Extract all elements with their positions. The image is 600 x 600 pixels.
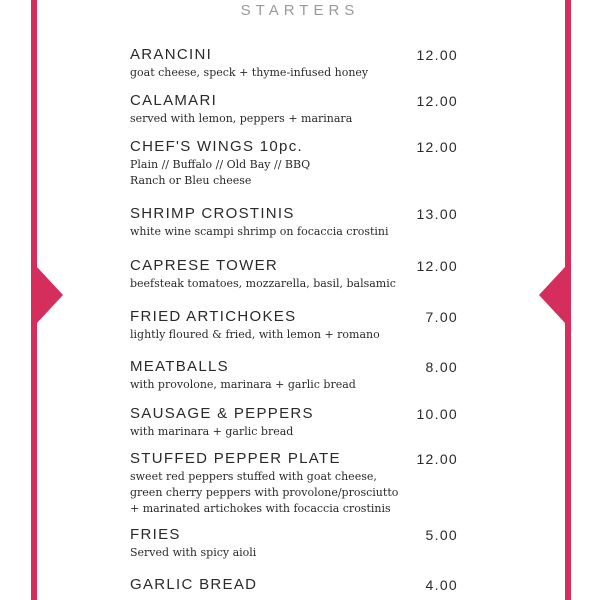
item-name: GARLIC BREAD bbox=[130, 576, 258, 593]
item-price: 12.00 bbox=[416, 139, 458, 155]
menu-item bbox=[130, 257, 462, 292]
item-name: CHEF'S WINGS 10pc. bbox=[130, 138, 303, 155]
menu-item bbox=[130, 46, 462, 81]
item-price: 12.00 bbox=[416, 258, 458, 274]
item-name: ARANCINI bbox=[130, 46, 213, 63]
menu-item bbox=[130, 358, 462, 393]
item-name: CALAMARI bbox=[130, 92, 218, 109]
item-description-line: green cherry peppers with provolone/prosciutto bbox=[130, 486, 399, 499]
menu-item bbox=[130, 405, 462, 440]
item-description bbox=[130, 224, 462, 240]
item-description-line: white wine scampi shrimp on focaccia crostini bbox=[130, 225, 389, 238]
menu-item bbox=[130, 138, 462, 189]
menu-item bbox=[130, 92, 462, 127]
item-price: 12.00 bbox=[416, 93, 458, 109]
item-description bbox=[130, 545, 462, 561]
item-description bbox=[130, 276, 462, 292]
item-description-line: Ranch or Bleu cheese bbox=[130, 174, 252, 187]
item-description bbox=[130, 327, 462, 343]
section-title: STARTERS bbox=[240, 2, 360, 19]
item-price: 7.00 bbox=[425, 309, 458, 325]
item-price: 12.00 bbox=[416, 451, 458, 467]
item-description-line: lightly floured & fried, with lemon + romano bbox=[130, 328, 380, 341]
item-description-line: sweet red peppers stuffed with goat cheese, bbox=[130, 470, 377, 483]
item-description bbox=[130, 424, 462, 440]
item-description-line: Served with spicy aioli bbox=[130, 546, 257, 559]
item-description-line: with provolone, marinara + garlic bread bbox=[130, 378, 356, 391]
item-description-line: goat cheese, speck + thyme-infused honey bbox=[130, 66, 369, 79]
item-description bbox=[130, 65, 462, 81]
right-triangle-ornament bbox=[539, 267, 565, 323]
item-name: MEATBALLS bbox=[130, 358, 229, 375]
menu-item bbox=[130, 526, 462, 561]
item-description bbox=[130, 157, 462, 189]
menu-item bbox=[130, 576, 462, 594]
item-description bbox=[130, 469, 462, 517]
item-description bbox=[130, 111, 462, 127]
item-name: CAPRESE TOWER bbox=[130, 257, 279, 274]
item-description-line: beefsteak tomatoes, mozzarella, basil, balsamic bbox=[130, 277, 396, 290]
item-description-line: + marinated artichokes with focaccia crostinis bbox=[130, 502, 391, 515]
item-price: 10.00 bbox=[416, 406, 458, 422]
item-description-line: Plain // Buffalo // Old Bay // BBQ bbox=[130, 158, 311, 171]
item-description-line: served with lemon, peppers + marinara bbox=[130, 112, 353, 125]
item-price: 8.00 bbox=[425, 359, 458, 375]
menu-item bbox=[130, 308, 462, 343]
item-description-line: with marinara + garlic bread bbox=[130, 425, 294, 438]
left-triangle-ornament bbox=[37, 267, 63, 323]
item-name: SAUSAGE & PEPPERS bbox=[130, 405, 314, 422]
item-price: 5.00 bbox=[425, 527, 458, 543]
menu-item bbox=[130, 205, 462, 240]
item-description bbox=[130, 377, 462, 393]
item-price: 4.00 bbox=[425, 577, 458, 593]
item-name: SHRIMP CROSTINIS bbox=[130, 205, 295, 222]
item-name: FRIES bbox=[130, 526, 181, 543]
item-price: 12.00 bbox=[416, 47, 458, 63]
right-border-rail bbox=[565, 0, 571, 600]
menu-item bbox=[130, 450, 462, 517]
item-price: 13.00 bbox=[416, 206, 458, 222]
item-name: STUFFED PEPPER PLATE bbox=[130, 450, 341, 467]
item-name: FRIED ARTICHOKES bbox=[130, 308, 297, 325]
